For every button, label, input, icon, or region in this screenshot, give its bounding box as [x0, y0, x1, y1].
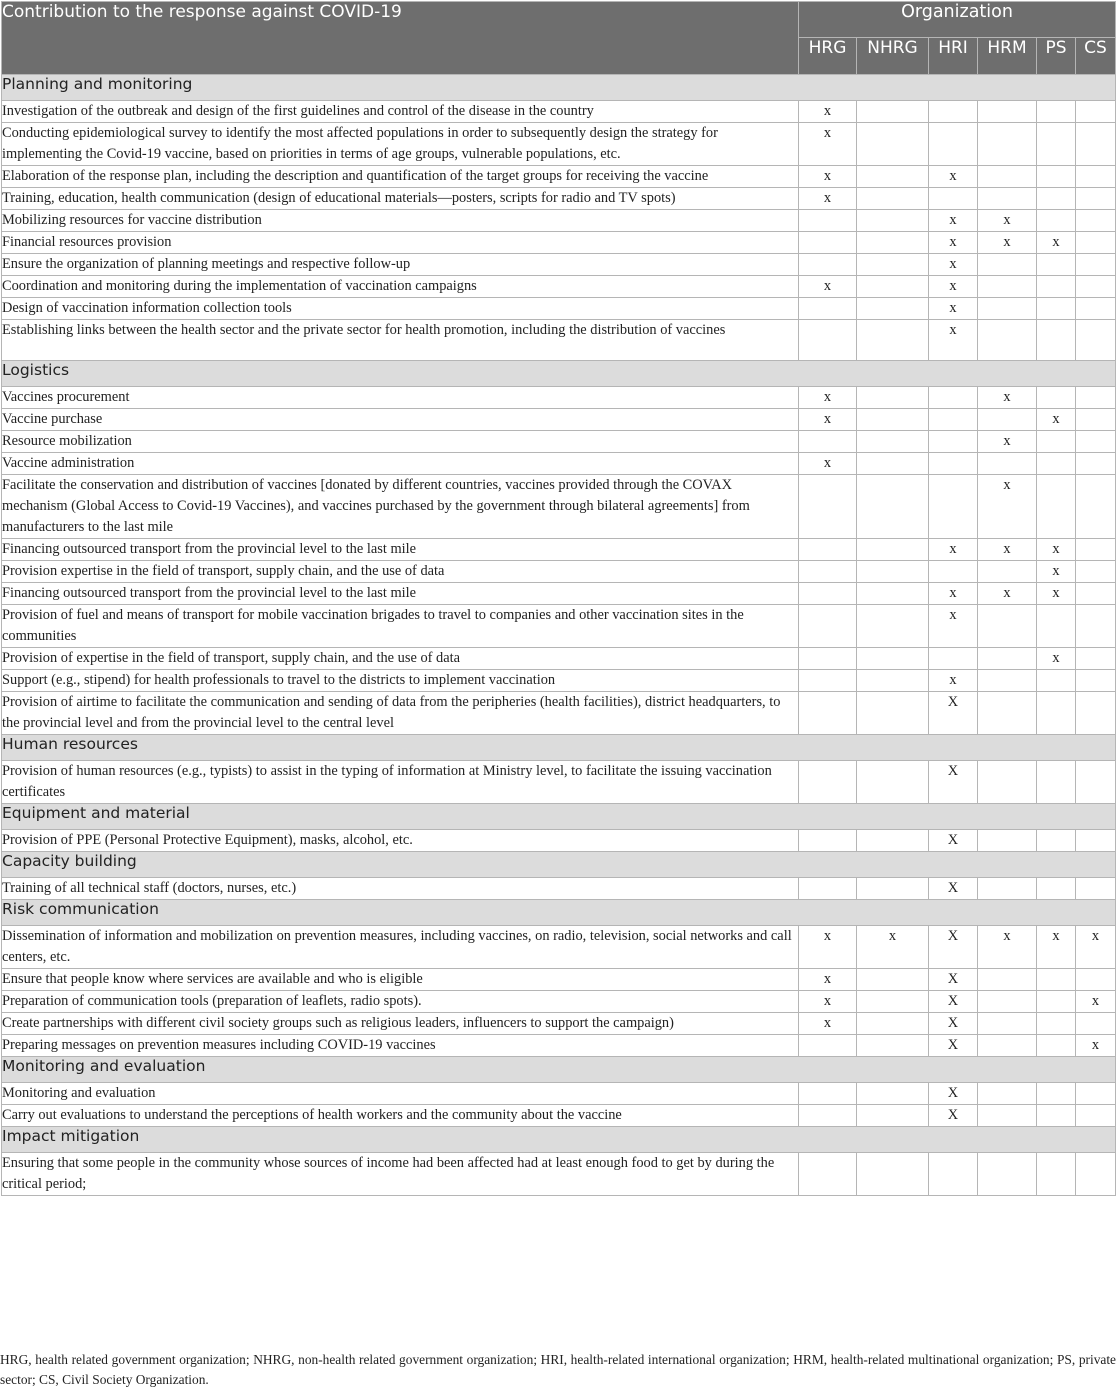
mark-cell-cs	[1076, 166, 1116, 188]
mark-cell-hrm	[978, 409, 1037, 431]
row-description: Create partnerships with different civil society groups such as religious leaders, influencers to support the campaign)	[2, 1013, 799, 1035]
table-row	[2, 583, 1116, 605]
mark-cell-cs	[1076, 1013, 1116, 1035]
column-header: HRM	[978, 38, 1037, 75]
mark-cell-cs	[1076, 539, 1116, 561]
mark-cell-hrm	[978, 1035, 1037, 1057]
mark-cell-hri	[929, 453, 978, 475]
mark-cell-hrm: x	[978, 539, 1037, 561]
mark-cell-ps	[1037, 991, 1076, 1013]
mark-cell-ps: x	[1037, 561, 1076, 583]
mark-cell-ps	[1037, 123, 1076, 166]
mark-cell-ps: x	[1037, 648, 1076, 670]
mark-cell-nhrg: x	[857, 926, 929, 969]
mark-cell-hri	[929, 648, 978, 670]
mark-cell-hrm	[978, 188, 1037, 210]
column-header: NHRG	[857, 38, 929, 75]
header-title: Contribution to the response against COVID-19	[2, 2, 799, 75]
mark-cell-cs	[1076, 761, 1116, 804]
mark-cell-ps: x	[1037, 926, 1076, 969]
mark-cell-nhrg	[857, 561, 929, 583]
mark-cell-cs	[1076, 1105, 1116, 1127]
mark-cell-hri: X	[929, 1035, 978, 1057]
row-description: Financial resources provision	[2, 232, 799, 254]
section-row	[2, 75, 1116, 101]
mark-cell-hrg	[799, 583, 857, 605]
mark-cell-cs	[1076, 123, 1116, 166]
mark-cell-hri: x	[929, 320, 978, 361]
mark-cell-hri: x	[929, 670, 978, 692]
mark-cell-hri	[929, 1153, 978, 1196]
table-row	[2, 210, 1116, 232]
mark-cell-hrg: x	[799, 926, 857, 969]
mark-cell-hri: x	[929, 583, 978, 605]
mark-cell-hri: x	[929, 254, 978, 276]
mark-cell-hrg	[799, 830, 857, 852]
section-title: Logistics	[2, 361, 1116, 387]
mark-cell-hrg: x	[799, 387, 857, 409]
table-row	[2, 409, 1116, 431]
mark-cell-hrm: x	[978, 232, 1037, 254]
mark-cell-hri	[929, 188, 978, 210]
mark-cell-ps	[1037, 475, 1076, 539]
section-title: Equipment and material	[2, 804, 1116, 830]
row-description: Ensure the organization of planning meetings and respective follow-up	[2, 254, 799, 276]
section-row	[2, 1057, 1116, 1083]
mark-cell-cs	[1076, 969, 1116, 991]
mark-cell-hrg	[799, 210, 857, 232]
mark-cell-nhrg	[857, 1153, 929, 1196]
table-row	[2, 561, 1116, 583]
contribution-table	[1, 1, 1116, 1196]
mark-cell-hri: X	[929, 1105, 978, 1127]
mark-cell-hrm: x	[978, 387, 1037, 409]
mark-cell-hrg: x	[799, 101, 857, 123]
table-row	[2, 648, 1116, 670]
row-description: Resource mobilization	[2, 431, 799, 453]
mark-cell-ps	[1037, 670, 1076, 692]
mark-cell-cs	[1076, 431, 1116, 453]
mark-cell-cs: x	[1076, 1035, 1116, 1057]
mark-cell-hrg: x	[799, 188, 857, 210]
mark-cell-hri: x	[929, 232, 978, 254]
mark-cell-hrm	[978, 1013, 1037, 1035]
mark-cell-hrm	[978, 561, 1037, 583]
mark-cell-hrg: x	[799, 409, 857, 431]
table-row	[2, 320, 1116, 361]
mark-cell-hrm	[978, 1083, 1037, 1105]
section-title: Planning and monitoring	[2, 75, 1116, 101]
mark-cell-ps	[1037, 761, 1076, 804]
table-row	[2, 188, 1116, 210]
mark-cell-nhrg	[857, 1083, 929, 1105]
mark-cell-ps	[1037, 166, 1076, 188]
table-row	[2, 539, 1116, 561]
mark-cell-ps: x	[1037, 232, 1076, 254]
mark-cell-hrg	[799, 320, 857, 361]
table-row	[2, 166, 1116, 188]
mark-cell-hri: x	[929, 298, 978, 320]
row-description: Coordination and monitoring during the implementation of vaccination campaigns	[2, 276, 799, 298]
mark-cell-hri: x	[929, 210, 978, 232]
mark-cell-nhrg	[857, 670, 929, 692]
mark-cell-hrm	[978, 1105, 1037, 1127]
mark-cell-cs	[1076, 101, 1116, 123]
row-description: Provision expertise in the field of transport, supply chain, and the use of data	[2, 561, 799, 583]
mark-cell-ps	[1037, 878, 1076, 900]
mark-cell-nhrg	[857, 878, 929, 900]
mark-cell-nhrg	[857, 583, 929, 605]
mark-cell-hrm	[978, 453, 1037, 475]
section-row	[2, 900, 1116, 926]
table-row	[2, 276, 1116, 298]
mark-cell-ps	[1037, 605, 1076, 648]
mark-cell-hrg	[799, 475, 857, 539]
mark-cell-nhrg	[857, 991, 929, 1013]
table-row	[2, 1105, 1116, 1127]
table-footnote: HRG, health related government organization; NHRG, non-health related government organization; HRI, health-related international organization; HRM, health-related multinational organization; PS, private sector; CS, Civil Society Organization.	[0, 1352, 1116, 1387]
column-header: HRI	[929, 38, 978, 75]
section-title: Risk communication	[2, 900, 1116, 926]
document	[1, 1, 1115, 1196]
table-row	[2, 670, 1116, 692]
mark-cell-cs	[1076, 276, 1116, 298]
mark-cell-nhrg	[857, 1013, 929, 1035]
row-description: Vaccine purchase	[2, 409, 799, 431]
mark-cell-cs	[1076, 670, 1116, 692]
mark-cell-hri: x	[929, 605, 978, 648]
mark-cell-ps: x	[1037, 539, 1076, 561]
table-row	[2, 101, 1116, 123]
row-description: Vaccines procurement	[2, 387, 799, 409]
mark-cell-nhrg	[857, 276, 929, 298]
mark-cell-cs	[1076, 648, 1116, 670]
mark-cell-cs	[1076, 188, 1116, 210]
mark-cell-hrm	[978, 991, 1037, 1013]
section-title: Capacity building	[2, 852, 1116, 878]
mark-cell-hri	[929, 101, 978, 123]
mark-cell-hrg	[799, 878, 857, 900]
mark-cell-ps	[1037, 692, 1076, 735]
mark-cell-ps	[1037, 453, 1076, 475]
section-row	[2, 852, 1116, 878]
row-description: Provision of fuel and means of transport for mobile vaccination brigades to travel to companies and other vaccination sites in the communities	[2, 605, 799, 648]
mark-cell-hri: X	[929, 1083, 978, 1105]
mark-cell-hrm	[978, 670, 1037, 692]
column-header: PS	[1037, 38, 1076, 75]
mark-cell-hri: x	[929, 539, 978, 561]
mark-cell-hrm: x	[978, 475, 1037, 539]
mark-cell-hrg	[799, 692, 857, 735]
mark-cell-ps	[1037, 1035, 1076, 1057]
mark-cell-hrg: x	[799, 991, 857, 1013]
mark-cell-cs	[1076, 605, 1116, 648]
mark-cell-nhrg	[857, 298, 929, 320]
mark-cell-cs	[1076, 583, 1116, 605]
table-row	[2, 298, 1116, 320]
mark-cell-hri: X	[929, 991, 978, 1013]
mark-cell-hrg: x	[799, 453, 857, 475]
mark-cell-hri: X	[929, 878, 978, 900]
mark-cell-hrg	[799, 761, 857, 804]
mark-cell-hrg	[799, 1105, 857, 1127]
mark-cell-hri: X	[929, 692, 978, 735]
section-row	[2, 735, 1116, 761]
mark-cell-ps: x	[1037, 583, 1076, 605]
mark-cell-hrg: x	[799, 276, 857, 298]
mark-cell-cs	[1076, 298, 1116, 320]
row-description: Conducting epidemiological survey to identify the most affected populations in order to subsequently design the strategy for implementing the Covid-19 vaccine, based on priorities in terms of age groups, vulnerable populations, etc.	[2, 123, 799, 166]
table-row	[2, 969, 1116, 991]
mark-cell-hrm	[978, 830, 1037, 852]
row-description: Vaccine administration	[2, 453, 799, 475]
mark-cell-hrg	[799, 648, 857, 670]
table-row	[2, 123, 1116, 166]
row-description: Mobilizing resources for vaccine distribution	[2, 210, 799, 232]
table-body	[2, 75, 1116, 1196]
row-description: Support (e.g., stipend) for health professionals to travel to the districts to implement vaccination	[2, 670, 799, 692]
row-description: Provision of human resources (e.g., typists) to assist in the typing of information at Ministry level, to facilitate the issuing vaccination certificates	[2, 761, 799, 804]
row-description: Dissemination of information and mobilization on prevention measures, including vaccines, on radio, television, social networks and call centers, etc.	[2, 926, 799, 969]
mark-cell-cs	[1076, 409, 1116, 431]
row-description: Preparing messages on prevention measures including COVID-19 vaccines	[2, 1035, 799, 1057]
mark-cell-hrg	[799, 1083, 857, 1105]
table-row	[2, 453, 1116, 475]
mark-cell-hri	[929, 431, 978, 453]
mark-cell-hrm	[978, 878, 1037, 900]
mark-cell-hrm	[978, 101, 1037, 123]
mark-cell-ps	[1037, 969, 1076, 991]
mark-cell-nhrg	[857, 431, 929, 453]
mark-cell-nhrg	[857, 409, 929, 431]
mark-cell-ps	[1037, 210, 1076, 232]
mark-cell-hrg	[799, 561, 857, 583]
mark-cell-ps	[1037, 320, 1076, 361]
table-row	[2, 1035, 1116, 1057]
row-description: Ensure that people know where services are available and who is eligible	[2, 969, 799, 991]
mark-cell-hri: X	[929, 926, 978, 969]
mark-cell-nhrg	[857, 166, 929, 188]
mark-cell-hrg: x	[799, 123, 857, 166]
mark-cell-nhrg	[857, 320, 929, 361]
mark-cell-hri: X	[929, 1013, 978, 1035]
mark-cell-nhrg	[857, 969, 929, 991]
mark-cell-nhrg	[857, 188, 929, 210]
mark-cell-ps	[1037, 1013, 1076, 1035]
mark-cell-hri	[929, 409, 978, 431]
organization-header: Organization	[799, 2, 1116, 38]
mark-cell-nhrg	[857, 761, 929, 804]
row-description: Investigation of the outbreak and design of the first guidelines and control of the disease in the country	[2, 101, 799, 123]
mark-cell-cs	[1076, 830, 1116, 852]
table-row	[2, 926, 1116, 969]
mark-cell-hrg	[799, 298, 857, 320]
mark-cell-hrm	[978, 123, 1037, 166]
row-description: Financing outsourced transport from the provincial level to the last mile	[2, 583, 799, 605]
table-row	[2, 692, 1116, 735]
mark-cell-nhrg	[857, 605, 929, 648]
mark-cell-hri: x	[929, 166, 978, 188]
mark-cell-cs	[1076, 210, 1116, 232]
table-row	[2, 232, 1116, 254]
row-description: Provision of PPE (Personal Protective Equipment), masks, alcohol, etc.	[2, 830, 799, 852]
table-row	[2, 830, 1116, 852]
table-row	[2, 1083, 1116, 1105]
row-description: Facilitate the conservation and distribution of vaccines [donated by different countries, vaccines provided through the COVAX mechanism (Global Access to Covid-19 Vaccines), and vaccines purchased by the government through bilateral agreements] from manufacturers to the last mile	[2, 475, 799, 539]
mark-cell-hrg: x	[799, 1013, 857, 1035]
mark-cell-hri	[929, 475, 978, 539]
mark-cell-hri: x	[929, 276, 978, 298]
mark-cell-ps	[1037, 387, 1076, 409]
mark-cell-hrm: x	[978, 583, 1037, 605]
mark-cell-nhrg	[857, 453, 929, 475]
table-row	[2, 475, 1116, 539]
mark-cell-hrm	[978, 166, 1037, 188]
mark-cell-hrm	[978, 298, 1037, 320]
table-row	[2, 254, 1116, 276]
column-header: CS	[1076, 38, 1116, 75]
row-description: Ensuring that some people in the community whose sources of income had been affected had at least enough food to get by during the critical period;	[2, 1153, 799, 1196]
mark-cell-hrg	[799, 539, 857, 561]
row-description: Training, education, health communication (design of educational materials—posters, scripts for radio and TV spots)	[2, 188, 799, 210]
table-row	[2, 1153, 1116, 1196]
mark-cell-hrm	[978, 276, 1037, 298]
mark-cell-cs	[1076, 561, 1116, 583]
mark-cell-nhrg	[857, 387, 929, 409]
mark-cell-hrm: x	[978, 926, 1037, 969]
row-description: Provision of airtime to facilitate the communication and sending of data from the peripheries (health facilities), district headquarters, to the provincial level and from the provincial level to the central level	[2, 692, 799, 735]
mark-cell-cs	[1076, 692, 1116, 735]
mark-cell-hri	[929, 561, 978, 583]
mark-cell-nhrg	[857, 123, 929, 166]
mark-cell-hrg	[799, 232, 857, 254]
mark-cell-nhrg	[857, 1035, 929, 1057]
mark-cell-hrg	[799, 1153, 857, 1196]
section-title: Monitoring and evaluation	[2, 1057, 1116, 1083]
mark-cell-hrm	[978, 320, 1037, 361]
row-description: Elaboration of the response plan, including the description and quantification of the target groups for receiving the vaccine	[2, 166, 799, 188]
row-description: Monitoring and evaluation	[2, 1083, 799, 1105]
row-description: Preparation of communication tools (preparation of leaflets, radio spots).	[2, 991, 799, 1013]
mark-cell-cs	[1076, 387, 1116, 409]
mark-cell-ps	[1037, 1083, 1076, 1105]
section-row	[2, 804, 1116, 830]
mark-cell-hrm	[978, 648, 1037, 670]
row-description: Financing outsourced transport from the provincial level to the last mile	[2, 539, 799, 561]
mark-cell-hri	[929, 387, 978, 409]
mark-cell-hrm: x	[978, 431, 1037, 453]
table-row	[2, 431, 1116, 453]
mark-cell-nhrg	[857, 232, 929, 254]
mark-cell-nhrg	[857, 101, 929, 123]
section-title: Human resources	[2, 735, 1116, 761]
column-header: HRG	[799, 38, 857, 75]
table-row	[2, 878, 1116, 900]
mark-cell-ps	[1037, 431, 1076, 453]
mark-cell-nhrg	[857, 648, 929, 670]
mark-cell-cs	[1076, 1083, 1116, 1105]
mark-cell-ps	[1037, 188, 1076, 210]
mark-cell-cs	[1076, 254, 1116, 276]
mark-cell-cs	[1076, 453, 1116, 475]
mark-cell-hrg: x	[799, 166, 857, 188]
mark-cell-hrg: x	[799, 969, 857, 991]
mark-cell-hrm	[978, 605, 1037, 648]
mark-cell-cs	[1076, 320, 1116, 361]
table-header	[2, 2, 1116, 75]
section-row	[2, 361, 1116, 387]
mark-cell-nhrg	[857, 1105, 929, 1127]
mark-cell-cs: x	[1076, 991, 1116, 1013]
row-description: Provision of expertise in the field of transport, supply chain, and the use of data	[2, 648, 799, 670]
mark-cell-hrg	[799, 670, 857, 692]
mark-cell-ps	[1037, 276, 1076, 298]
mark-cell-hrg	[799, 431, 857, 453]
mark-cell-ps	[1037, 101, 1076, 123]
mark-cell-nhrg	[857, 475, 929, 539]
row-description: Carry out evaluations to understand the perceptions of health workers and the community about the vaccine	[2, 1105, 799, 1127]
mark-cell-cs	[1076, 1153, 1116, 1196]
mark-cell-hrm	[978, 1153, 1037, 1196]
mark-cell-ps	[1037, 1153, 1076, 1196]
mark-cell-ps	[1037, 1105, 1076, 1127]
mark-cell-hri: X	[929, 761, 978, 804]
mark-cell-ps	[1037, 830, 1076, 852]
mark-cell-cs	[1076, 878, 1116, 900]
mark-cell-nhrg	[857, 692, 929, 735]
mark-cell-ps	[1037, 298, 1076, 320]
mark-cell-hri	[929, 123, 978, 166]
mark-cell-cs	[1076, 475, 1116, 539]
mark-cell-hrm	[978, 969, 1037, 991]
mark-cell-hrm	[978, 254, 1037, 276]
mark-cell-hri: X	[929, 830, 978, 852]
mark-cell-cs	[1076, 232, 1116, 254]
table-row	[2, 761, 1116, 804]
mark-cell-hrm	[978, 761, 1037, 804]
mark-cell-hrm: x	[978, 210, 1037, 232]
mark-cell-hrm	[978, 692, 1037, 735]
row-description: Training of all technical staff (doctors, nurses, etc.)	[2, 878, 799, 900]
mark-cell-nhrg	[857, 830, 929, 852]
table-row	[2, 1013, 1116, 1035]
mark-cell-hrg	[799, 254, 857, 276]
table-row	[2, 991, 1116, 1013]
table-row	[2, 605, 1116, 648]
mark-cell-hrg	[799, 1035, 857, 1057]
mark-cell-ps: x	[1037, 409, 1076, 431]
section-row	[2, 1127, 1116, 1153]
mark-cell-hri: X	[929, 969, 978, 991]
mark-cell-nhrg	[857, 254, 929, 276]
section-title: Impact mitigation	[2, 1127, 1116, 1153]
mark-cell-nhrg	[857, 539, 929, 561]
mark-cell-nhrg	[857, 210, 929, 232]
row-description: Design of vaccination information collection tools	[2, 298, 799, 320]
row-description: Establishing links between the health sector and the private sector for health promotion, including the distribution of vaccines	[2, 320, 799, 361]
table-row	[2, 387, 1116, 409]
mark-cell-cs: x	[1076, 926, 1116, 969]
mark-cell-ps	[1037, 254, 1076, 276]
mark-cell-hrg	[799, 605, 857, 648]
